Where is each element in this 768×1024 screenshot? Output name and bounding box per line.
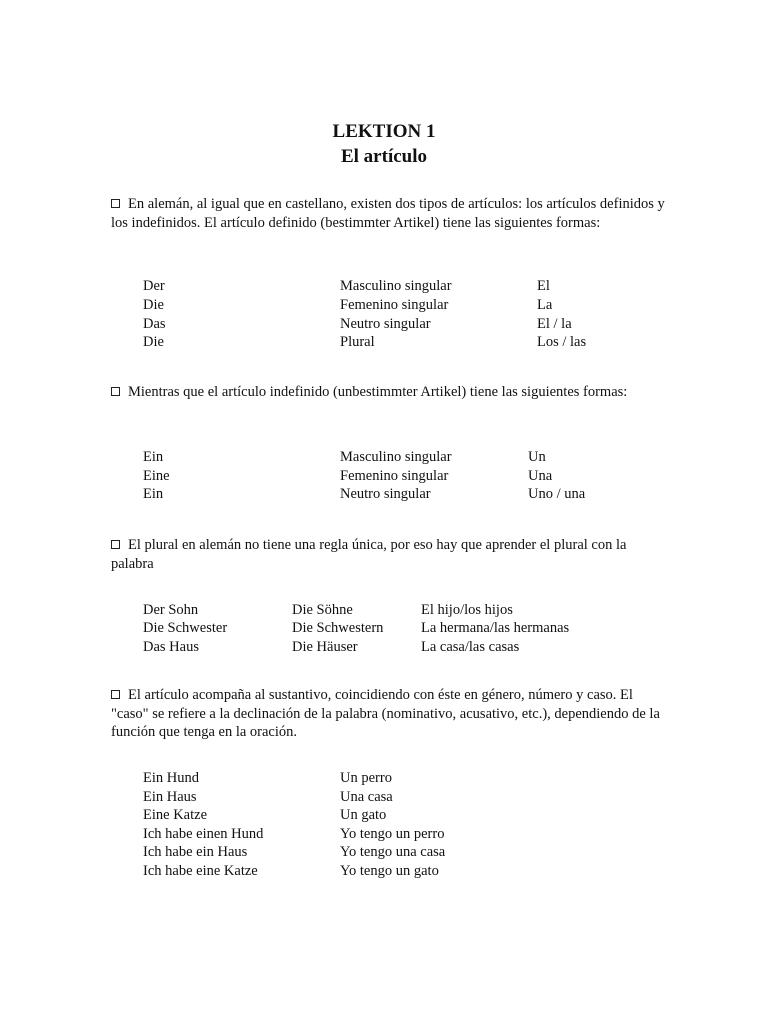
spanish-article: Los / las: [537, 334, 587, 350]
spanish-phrase: Yo tengo una casa: [340, 844, 446, 860]
gender-number: Femenino singular: [340, 297, 449, 313]
checkbox-square-icon: [111, 199, 120, 208]
spanish-phrase: Un perro: [340, 770, 392, 786]
gender-number: Neutro singular: [340, 486, 431, 502]
gender-number: Masculino singular: [340, 278, 452, 294]
section-2-text: Mientras que el artículo indefinido (unbestimmter Artikel) tiene las siguientes formas:: [128, 384, 628, 400]
singular-noun: Die Schwester: [143, 620, 228, 636]
section-3-text: El plural en alemán no tiene una regla única, por eso hay que aprender el plural con la palabra: [111, 537, 627, 572]
section-3-paragraph: [111, 536, 671, 573]
gender-number: Masculino singular: [340, 449, 452, 465]
section-2-paragraph: [111, 383, 671, 402]
checkbox-square-icon: [111, 690, 120, 699]
lesson-title: LEKTION 1: [332, 121, 436, 142]
section-4-paragraph: [111, 686, 671, 742]
german-phrase: Ein Hund: [143, 770, 199, 786]
singular-noun: Das Haus: [143, 639, 199, 655]
german-phrase: Ich habe einen Hund: [143, 826, 264, 842]
german-article: Die: [143, 297, 164, 313]
german-article: Die: [143, 334, 164, 350]
german-phrase: Ich habe eine Katze: [143, 863, 258, 879]
german-article: Das: [143, 316, 166, 332]
german-article: Der: [143, 278, 165, 294]
spanish-translation: La hermana/las hermanas: [421, 620, 570, 636]
german-phrase: Ich habe ein Haus: [143, 844, 248, 860]
spanish-article: Un: [528, 449, 546, 465]
plural-noun: Die Söhne: [292, 602, 353, 618]
german-phrase: Eine Katze: [143, 807, 208, 823]
spanish-article: Una: [528, 468, 553, 484]
singular-noun: Der Sohn: [143, 602, 199, 618]
checkbox-square-icon: [111, 540, 120, 549]
section-1-paragraph: [111, 195, 671, 232]
plural-noun: Die Schwestern: [292, 620, 384, 636]
plural-noun: Die Häuser: [292, 639, 358, 655]
lesson-subtitle: El artículo: [340, 146, 428, 167]
gender-number: Neutro singular: [340, 316, 431, 332]
spanish-article: El: [537, 278, 550, 294]
spanish-translation: La casa/las casas: [421, 639, 520, 655]
spanish-article: El / la: [537, 316, 572, 332]
german-article: Eine: [143, 468, 170, 484]
spanish-phrase: Una casa: [340, 789, 393, 805]
section-1-text: En alemán, al igual que en castellano, existen dos tipos de artículos: los artículos definidos y los indefinidos. El artículo definido (bestimmter Artikel) tiene las siguientes formas:: [111, 196, 665, 231]
spanish-translation: El hijo/los hijos: [421, 602, 513, 618]
spanish-phrase: Un gato: [340, 807, 387, 823]
spanish-phrase: Yo tengo un perro: [340, 826, 445, 842]
section-4-text: El artículo acompaña al sustantivo, coincidiendo con éste en género, número y caso. El "caso" se refiere a la declinación de la palabra (nominativo, acusativo, etc.), dependiendo de la función que tenga en la oración.: [111, 687, 660, 740]
gender-number: Plural: [340, 334, 375, 350]
gender-number: Femenino singular: [340, 468, 449, 484]
spanish-phrase: Yo tengo un gato: [340, 863, 439, 879]
german-phrase: Ein Haus: [143, 789, 197, 805]
checkbox-square-icon: [111, 387, 120, 396]
spanish-article: Uno / una: [528, 486, 586, 502]
german-article: Ein: [143, 449, 164, 465]
german-article: Ein: [143, 486, 164, 502]
spanish-article: La: [537, 297, 553, 313]
